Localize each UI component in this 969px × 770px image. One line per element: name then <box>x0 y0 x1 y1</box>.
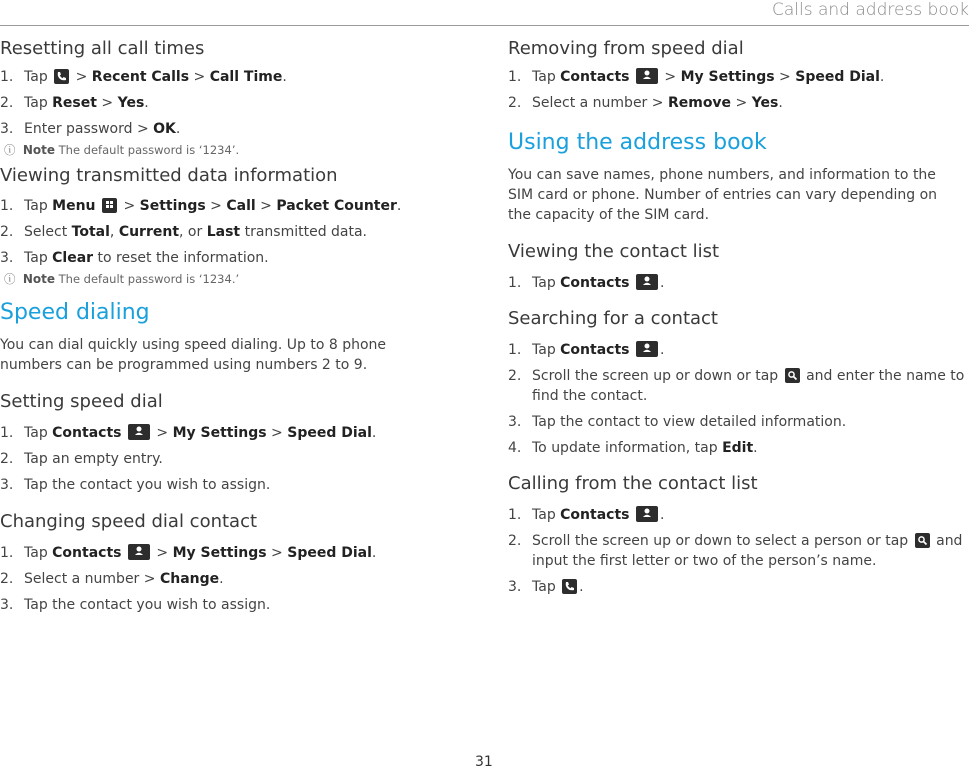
contacts-icon <box>128 544 150 560</box>
step-item: 2. Select a number > Change. <box>0 571 224 587</box>
section-title-resetting: Resetting all call times <box>0 38 205 59</box>
contacts-icon <box>636 274 658 290</box>
note: ⓘ Note The default password is ‘1234’. <box>4 143 240 157</box>
step-item: 1. Tap Contacts . <box>508 275 665 291</box>
header-rule <box>0 25 969 26</box>
step-list <box>508 505 969 597</box>
paragraph: You can save names, phone numbers, and information to the SIM card or phone. Number of entries can vary depending on the capacity of the SIM card. <box>508 167 938 223</box>
step-item: 2. Select a number > Remove > Yes. <box>508 95 783 111</box>
step-item: 3. Tap the contact you wish to assign. <box>0 477 271 493</box>
page-number: 31 <box>475 754 493 770</box>
step-item: 2. Tap Reset > Yes. <box>0 95 149 111</box>
step-item: 1. Tap Contacts > My Settings > Speed Dial. <box>0 425 377 441</box>
step-item: 3. Enter password > OK. <box>0 121 181 137</box>
section-title-removing-speed-dial: Removing from speed dial <box>508 38 744 59</box>
step-item: 1. Tap > Recent Calls > Call Time. <box>0 69 287 85</box>
section-title-address-book: Using the address book <box>508 130 767 155</box>
note: ⓘ Note The default password is ‘1234.’ <box>4 272 240 286</box>
contacts-icon <box>636 506 658 522</box>
step-item: 1. Tap Contacts . <box>508 507 665 523</box>
step-item: 2. Scroll the screen up or down to select a person or tap and input the first letter or two of the person’s name. <box>508 533 963 569</box>
section-title-changing-speed-dial: Changing speed dial contact <box>0 511 258 532</box>
step-list <box>0 67 430 139</box>
menu-icon <box>102 198 117 213</box>
search-icon <box>915 533 930 548</box>
phone-icon <box>562 579 577 594</box>
contacts-icon <box>636 341 658 357</box>
section-title-transmitted: Viewing transmitted data information <box>0 165 338 186</box>
step-list <box>508 340 969 458</box>
section-title-searching-contact: Searching for a contact <box>508 308 718 329</box>
info-icon: ⓘ <box>4 143 16 157</box>
step-list <box>508 273 969 293</box>
step-item: 2. Scroll the screen up or down or tap and enter the name to find the contact. <box>508 368 965 404</box>
search-icon <box>785 368 800 383</box>
section-title-speed-dialing: Speed dialing <box>0 300 150 325</box>
step-item: 3. Tap . <box>508 579 584 595</box>
section-title-setting-speed-dial: Setting speed dial <box>0 391 163 412</box>
step-item: 1. Tap Contacts . <box>508 342 665 358</box>
right-column <box>508 28 969 597</box>
step-list <box>508 67 969 113</box>
contacts-icon <box>636 68 658 84</box>
step-list <box>0 543 430 615</box>
left-column <box>0 28 430 615</box>
step-item: 1. Tap Contacts > My Settings > Speed Dial. <box>0 545 377 561</box>
info-icon: ⓘ <box>4 272 16 286</box>
section-title-calling-contact-list: Calling from the contact list <box>508 473 758 494</box>
contacts-icon <box>128 424 150 440</box>
step-item: 4. To update information, tap Edit. <box>508 440 758 456</box>
step-item: 1. Tap Contacts > My Settings > Speed Dial. <box>508 69 885 85</box>
section-title-viewing-contact-list: Viewing the contact list <box>508 241 720 262</box>
running-header: Calls and address book <box>771 0 969 20</box>
step-list <box>0 196 430 268</box>
paragraph: You can dial quickly using speed dialing. Up to 8 phone numbers can be programmed using numbers 2 to 9. <box>0 337 387 373</box>
phone-icon <box>54 69 69 84</box>
step-item: 3. Tap Clear to reset the information. <box>0 250 269 266</box>
step-item: 3. Tap the contact you wish to assign. <box>0 597 271 613</box>
step-item: 3. Tap the contact to view detailed information. <box>508 414 847 430</box>
step-list <box>0 423 430 495</box>
step-item: 2. Tap an empty entry. <box>0 451 163 467</box>
step-item: 2. Select Total, Current, or Last transmitted data. <box>0 224 368 240</box>
step-item: 1. Tap Menu > Settings > Call > Packet Counter. <box>0 198 402 214</box>
